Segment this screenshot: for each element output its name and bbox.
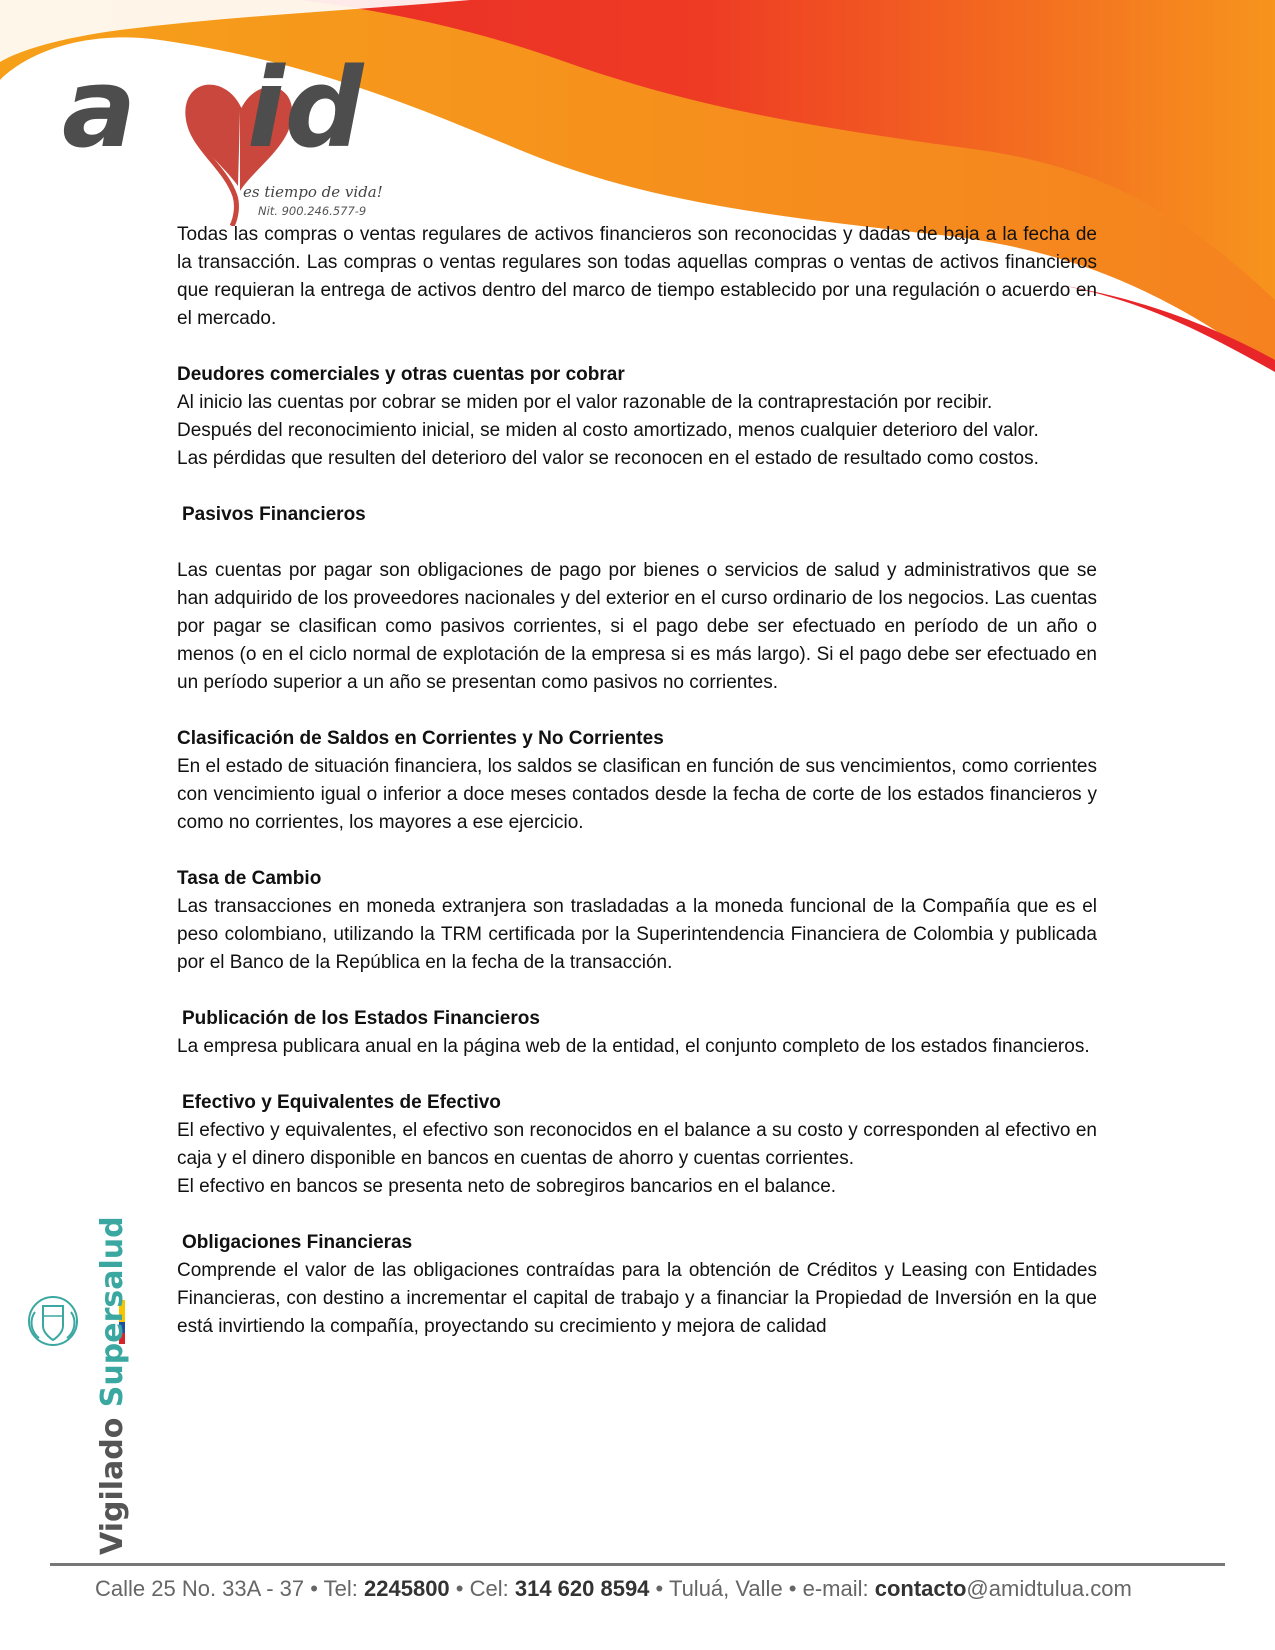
footer-tel: 2245800 <box>364 1576 450 1601</box>
footer-divider <box>50 1563 1225 1566</box>
footer-cel: 314 620 8594 <box>514 1576 650 1601</box>
paragraph: El efectivo y equivalentes, el efectivo son reconocidos en el balance a su costo y corresponden al efectivo en caja y el dinero disponible en bancos en cuentas de ahorro y cuentas corrientes. <box>177 1120 1097 1169</box>
paragraph: En el estado de situación financiera, los saldos se clasifican en función de sus vencimientos, como corrientes con vencimiento igual o inferior a doce meses contados desde la fecha de corte de los estados financieros y como no corrientes, los mayores a ese ejercicio. <box>177 756 1097 833</box>
section-heading: Obligaciones Financieras <box>182 1232 413 1253</box>
paragraph: Todas las compras o ventas regulares de activos financieros son reconocidas y dadas de baja a la fecha de la transacción. Las compras o ventas regulares son todas aquellas compras o ventas de activos financieros que requieran la entrega de activos dentro del marco de tiempo establecido por una regulación o acuerdo en el mercado. <box>177 224 1097 329</box>
vigilado-supersalud-label <box>95 1216 130 1555</box>
paragraph: Las transacciones en moneda extranjera son trasladadas a la moneda funcional de la Compañía que es el peso colombiano, utilizando la TRM certificada por la Superintendencia Financiera de Colombia y publicada por el Banco de la República en la fecha de la transacción. <box>177 896 1097 973</box>
paragraph: Las cuentas por pagar son obligaciones de pago por bienes o servicios de salud y administrativos que se han adquirido de los proveedores nacionales y del exterior en el curso ordinario de los negocios. Las cuentas por pagar se clasifican como pasivos corrientes, si el pago debe ser efectuado en período de un año o menos (o en el ciclo normal de explotación de la empresa si es más largo). Si el pago debe ser efectuado en un período superior a un año se presentan como pasivos no corrientes. <box>177 560 1097 693</box>
footer-email-domain: @amidtulua.com <box>966 1576 1132 1601</box>
footer-address: Calle 25 No. 33A - 37 • Tel: <box>95 1576 365 1601</box>
footer-contact <box>95 1576 1225 1602</box>
section-heading: Publicación de los Estados Financieros <box>182 1008 540 1029</box>
footer-email-user: contacto <box>874 1576 967 1601</box>
section-heading: Pasivos Financieros <box>182 504 366 525</box>
logo-nit: Nit. 900.246.577-9 <box>258 204 367 218</box>
paragraph: Las pérdidas que resulten del deterioro del valor se reconocen en el estado de resultado como costos. <box>177 448 1039 469</box>
section-heading: Clasificación de Saldos en Corrientes y No Corrientes <box>177 728 664 749</box>
section-heading: Tasa de Cambio <box>177 868 322 889</box>
paragraph: Comprende el valor de las obligaciones contraídas para la obtención de Créditos y Leasing con Entidades Financieras, con destino a incrementar el capital de trabajo y a financiar la Propiedad de Inversión en la que está invirtiendo la compañía, proyectando su crecimiento y mejora de calidad <box>177 1260 1097 1337</box>
footer-city: • Tuluá, Valle • e-mail: <box>649 1576 875 1601</box>
supersalud-text: Supersalud <box>95 1216 130 1408</box>
paragraph: Al inicio las cuentas por cobrar se miden por el valor razonable de la contraprestación por recibir. <box>177 392 993 413</box>
paragraph: Después del reconocimiento inicial, se miden al costo amortizado, menos cualquier deterioro del valor. <box>177 420 1039 441</box>
svg-text:id: id <box>247 44 364 172</box>
footer-cel-label: • Cel: <box>449 1576 515 1601</box>
vigilado-text: Vigilado <box>95 1417 130 1555</box>
coat-of-arms-icon <box>25 1292 81 1350</box>
svg-text:a: a <box>62 44 137 172</box>
section-heading: Efectivo y Equivalentes de Efectivo <box>182 1092 501 1113</box>
paragraph: La empresa publicara anual en la página web de la entidad, el conjunto completo de los estados financieros. <box>177 1036 1090 1057</box>
section-heading: Deudores comerciales y otras cuentas por cobrar <box>177 364 625 385</box>
logo-wordmark <box>62 38 402 188</box>
logo-tagline: es tiempo de vida! <box>243 183 383 201</box>
paragraph: El efectivo en bancos se presenta neto de sobregiros bancarios en el balance. <box>177 1176 837 1197</box>
document-body <box>177 221 1097 1341</box>
